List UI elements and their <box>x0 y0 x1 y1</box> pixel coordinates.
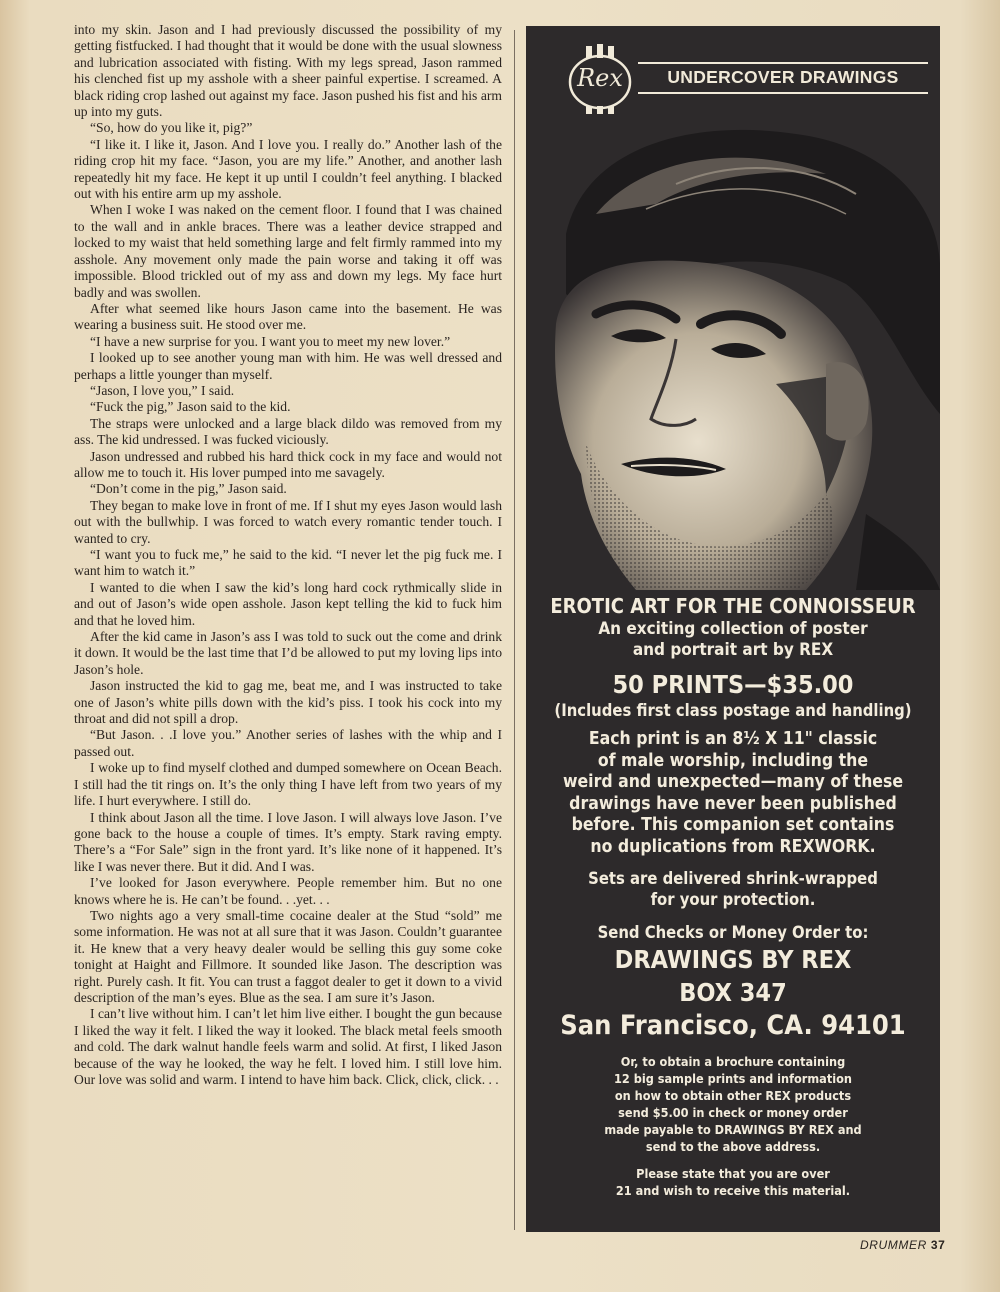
article-paragraph: Jason undressed and rubbed his hard thick cock in my face and would not allow me to touch it. His lover pumped into me savagely. <box>74 448 502 480</box>
logo-text: Rex <box>577 64 623 92</box>
ad-address-line: DRAWINGS BY REX <box>614 945 852 974</box>
article-paragraph: “Jason, I love you,” I said. <box>90 382 235 398</box>
ad-brochure-line: made payable to DRAWINGS BY REX and <box>604 1122 862 1137</box>
ad-price-note: (Includes first class postage and handling) <box>554 701 912 720</box>
ad-description-line: weird and unexpected—many of these <box>562 772 904 792</box>
header-rule <box>638 92 928 94</box>
ad-description-line: no duplications from REXWORK. <box>590 836 876 857</box>
article-paragraph: “I have a new surprise for you. I want you to meet my new lover.” <box>90 333 451 349</box>
ad-subhead-line: and portrait art by REX <box>632 640 834 660</box>
ad-order-intro: Send Checks or Money Order to: <box>597 923 869 942</box>
ad-subhead-line: An exciting collection of poster <box>598 619 868 639</box>
article-paragraph: When I woke I was naked on the cement floor. I found that I was chained to the wall and in ankle braces. There was a leather device strapped and locked to my waist that held something large and felt firmly rammed into my asshole. Any movement only made the pain worse and taking it off was impossible. Blood trickled out of my ass and down my legs. My face hurt badly and was swollen. <box>74 202 502 300</box>
article-paragraph: Jason instructed the kid to gag me, beat me, and I was instructed to take one of Jason’s white pills down with the kid’s piss. I took his cock into my throat and did not spill a drop. <box>74 678 502 727</box>
article-paragraph: I woke up to find myself clothed and dumped somewhere on Ocean Beach. I still had the tit rings on. It’s the only thing I have left from two years of my life. I hurt everywhere. I still do. <box>74 760 502 809</box>
ad-brochure-line: 12 big sample prints and information <box>614 1071 852 1086</box>
ad-description-line: Each print is an 8½ X 11" classic <box>588 729 878 749</box>
ad-brochure-line: Or, to obtain a brochure containing <box>620 1054 846 1069</box>
article-paragraph: “I like it. I like it, Jason. And I love you. I really do.” Another lash of the riding crop hit my face. “Jason, you are my life.” Another, and another lash repeatedly hit my face. He kept it up until I couldn’t feel anything. I blacked out with his entire arm up my asshole. <box>74 136 502 202</box>
article-paragraph: “I want you to fuck me,” he said to the kid. “I never let the pig fuck me. I want him to watch it.” <box>74 547 502 579</box>
article-paragraph: “Fuck the pig,” Jason said to the kid. <box>90 399 291 415</box>
ad-address-line: BOX 347 <box>679 978 787 1007</box>
ad-address-line: San Francisco, CA. 94101 <box>560 1010 906 1041</box>
page-number: 37 <box>930 1238 946 1252</box>
article-paragraph: into my skin. Jason and I had previously discussed the possibility of my getting fistfucked. I had thought that it would be done with the usual slowness and lubrication associated with fisting. With my legs spread, Jason rammed his clenched fist up my asshole with a sheer painful expertise. I screamed. A black riding crop lashed out against my face. Jason pushed his fist and his arm up into my guts. <box>74 22 502 120</box>
ad-copy <box>526 590 940 1199</box>
ad-brochure-line: send $5.00 in check or money order <box>618 1105 848 1120</box>
ad-price: 50 PRINTS—$35.00 <box>612 670 854 699</box>
ad-description-line: before. This companion set contains <box>571 815 895 835</box>
article-paragraph: The straps were unlocked and a large black dildo was removed from my ass. The kid undressed. I was fucked viciously. <box>74 415 502 448</box>
magazine-name: DRUMMER <box>860 1238 927 1252</box>
article-paragraph: After what seemed like hours Jason came into the basement. He was wearing a business suit. He stood over me. <box>74 300 502 333</box>
portrait-illustration <box>526 114 940 590</box>
ad-description-line: drawings have never been published <box>569 793 897 814</box>
ad-age-notice-line: Please state that you are over <box>636 1166 830 1181</box>
advertisement <box>526 26 940 1232</box>
ad-description-line: of male worship, including the <box>597 750 869 771</box>
article-paragraph: I looked up to see another young man with him. He was well dressed and perhaps a little younger than myself. <box>74 350 502 382</box>
page-footer <box>860 1238 945 1252</box>
article-paragraph: I can’t live without him. I can’t let him live either. I bought the gun because I liked the way it felt. I liked the way it looked. The black metal feels smooth and cold. The dark walnut handle feels warm and solid. At first, I liked Jason because of the way he looked, the way he felt. I loved him. I still love him. Our love was solid and warm. I intend to have him back. Click, click, click. . . <box>74 1006 502 1087</box>
article-paragraph: “So, how do you like it, pig?” <box>90 120 253 136</box>
ad-delivery-line: for your protection. <box>650 890 816 909</box>
article-paragraph: I wanted to die when I saw the kid’s long hard cock rythmically slide in and out of Jason’s wide open asshole. Jason kept telling the kid to fuck him and that he loved him. <box>74 579 502 628</box>
ad-brochure-line: on how to obtain other REX products <box>614 1088 852 1103</box>
article-paragraph: “But Jason. . .I love you.” Another series of lashes with the whip and I passed out. <box>74 727 502 759</box>
ad-header <box>526 26 940 112</box>
column-divider <box>514 30 515 1230</box>
article-paragraph: I’ve looked for Jason everywhere. People remember him. But no one knows where he is. He can’t be found. . .yet. . . <box>74 875 502 907</box>
article-column <box>74 22 502 1088</box>
article-paragraph: After the kid came in Jason’s ass I was told to suck out the come and drink it down. It would be the last time that I’d be allowed to put my loving lips into Jason’s hole. <box>74 629 502 677</box>
ad-delivery-line: Sets are delivered shrink-wrapped <box>588 869 878 888</box>
header-rule <box>638 62 928 64</box>
article-paragraph: Two nights ago a very small-time cocaine dealer at the Stud “sold” me some information. He was not at all sure that it was Jason. Couldn’t guarantee it. He knew that a very heavy dealer would be selling this guy some coke tonight at Haight and Fillmore. It sounded like Jason. The description was right. Purely cash. It fit. You can trust a faggot dealer to get it down to a vivid description of the man’s eyes. Blue as the sea. I am sure it’s Jason. <box>74 907 502 1005</box>
ad-brochure-line: send to the above address. <box>645 1139 821 1154</box>
ad-age-notice-line: 21 and wish to receive this material. <box>615 1183 851 1198</box>
ad-headline: EROTIC ART FOR THE CONNOISSEUR <box>550 594 916 618</box>
ad-title: UNDERCOVER DRAWINGS <box>667 67 899 87</box>
article-paragraph: “Don’t come in the pig,” Jason said. <box>90 481 287 497</box>
article-paragraph: They began to make love in front of me. If I shut my eyes Jason would lash out with the bullwhip. I was forced to watch every romantic tender touch. I wanted to cry. <box>74 497 502 546</box>
article-paragraph: I think about Jason all the time. I love Jason. I will always love Jason. I’ve gone back to the house a couple of times. It’s empty. Stark raving empty. There’s a “For Sale” sign in the front yard. It’s like none of it happened. It’s like I was never there. But it did. And I was. <box>74 809 502 874</box>
